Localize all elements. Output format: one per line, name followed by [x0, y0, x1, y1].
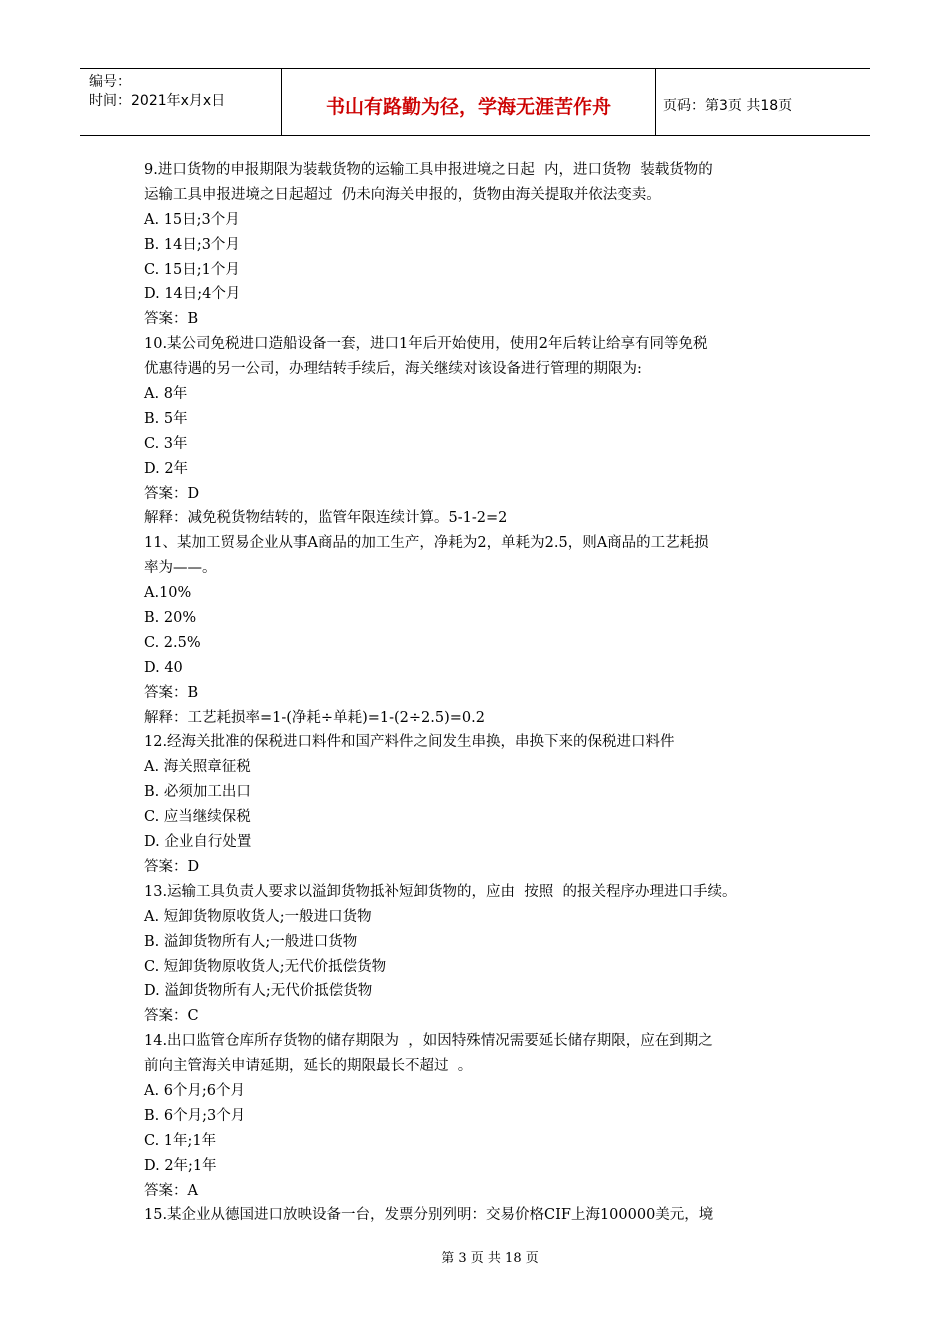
text-line: 答案：A	[144, 1182, 198, 1199]
header-page-cell	[656, 69, 870, 135]
text-line: C. 3年	[144, 435, 188, 452]
text-line: 答案：C	[144, 1008, 199, 1025]
text-line: A. 6个月;6个月	[144, 1082, 246, 1099]
page-footer	[0, 1247, 950, 1266]
text-line: 率为——。	[144, 560, 217, 577]
text-line: 答案：B	[144, 684, 199, 701]
text-line: 13.运输工具负责人要求以溢卸货物抵补短卸货物的，应由 按照 的报关程序办理进口手续。	[144, 883, 737, 900]
text-line: D. 企业自行处置	[144, 834, 252, 851]
header-motto-cell	[282, 69, 656, 135]
text-line: 解释：减免税货物结转的，监管年限连续计算。5-1-2=2	[144, 510, 508, 527]
page-header	[80, 68, 870, 136]
text-line: D. 14日;4个月	[144, 286, 241, 303]
text-line: B. 溢卸货物所有人;一般进口货物	[144, 933, 358, 950]
text-line: 15.某企业从德国进口放映设备一台，发票分别列明：交易价格CIF上海100000美元，境	[144, 1207, 714, 1224]
text-line: C. 应当继续保税	[144, 809, 251, 826]
text-line: B. 20%	[144, 610, 197, 627]
text-line: 答案：D	[144, 485, 200, 502]
text-line: B. 5年	[144, 410, 188, 427]
text-line: A.10%	[144, 585, 192, 602]
text-line: C. 15日;1个月	[144, 261, 240, 278]
text-line: B. 必须加工出口	[144, 784, 251, 801]
text-line: 12.经海关批准的保税进口料件和国产料件之间发生串换，串换下来的保税进口料件	[144, 734, 675, 751]
page-info: 页码：第3页 共18页	[663, 98, 793, 114]
footer-page-number: 第 3 页 共 18 页	[441, 1251, 539, 1266]
header-meta-cell	[80, 69, 282, 135]
serial-label: 编号：	[89, 74, 131, 90]
text-line: 答案：B	[144, 311, 199, 328]
text-line: D. 2年	[144, 460, 189, 477]
text-line: C. 短卸货物原收货人;无代价抵偿货物	[144, 958, 387, 975]
motto-text: 书山有路勤为径，学海无涯苦作舟	[325, 95, 611, 118]
text-line: C. 1年;1年	[144, 1132, 217, 1149]
text-line: 解释：工艺耗损率=1-(净耗÷单耗)=1-(2÷2.5)=0.2	[144, 709, 485, 726]
text-line: B. 6个月;3个月	[144, 1107, 246, 1124]
text-line: A. 15日;3个月	[144, 211, 240, 228]
text-line: 10.某公司免税进口造船设备一套，进口1年后开始使用，使用2年后转让给享有同等免税	[144, 336, 708, 353]
text-line: 答案：D	[144, 858, 200, 875]
text-line: A. 短卸货物原收货人;一般进口货物	[144, 908, 372, 925]
text-line: 优惠待遇的另一公司，办理结转手续后，海关继续对该设备进行管理的期限为:	[144, 361, 642, 378]
text-line: A. 8年	[144, 386, 188, 403]
text-line: 14.出口监管仓库所存货物的储存期限为 ，如因特殊情况需要延长储存期限，应在到期之	[144, 1033, 713, 1050]
text-line: C. 2.5%	[144, 634, 201, 651]
text-line: D. 2年;1年	[144, 1157, 217, 1174]
text-line: A. 海关照章征税	[144, 759, 251, 776]
text-line: 运输工具申报进境之日起超过 仍未向海关申报的，货物由海关提取并依法变卖。	[144, 186, 661, 203]
document-body	[144, 158, 816, 1228]
text-line: D. 40	[144, 659, 183, 676]
text-line: 9.进口货物的申报期限为装载货物的运输工具申报进境之日起 内，进口货物 装载货物的	[144, 162, 713, 178]
time-label: 时间：2021年x月x日	[89, 93, 226, 109]
text-line: 11、某加工贸易企业从事A商品的加工生产，净耗为2，单耗为2.5，则A商品的工艺耗损	[144, 535, 709, 552]
text-line: 前向主管海关申请延期，延长的期限最长不超过 。	[144, 1058, 473, 1075]
text-line: B. 14日;3个月	[144, 236, 240, 253]
text-line: D. 溢卸货物所有人;无代价抵偿货物	[144, 983, 373, 1000]
